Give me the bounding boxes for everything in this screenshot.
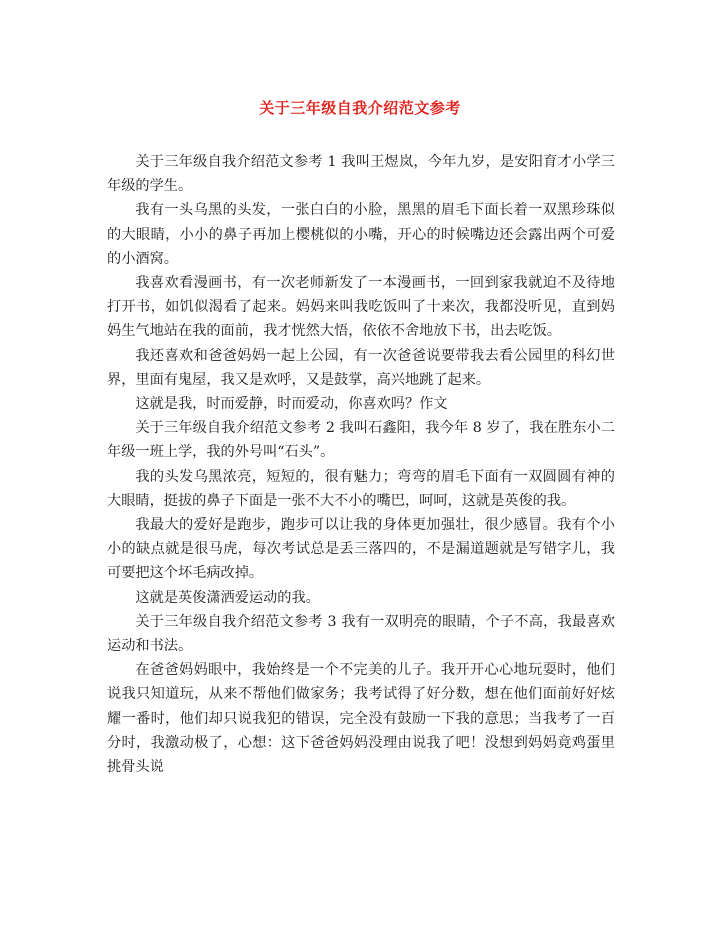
document-body [107, 150, 615, 779]
document-title: 关于三年级自我介绍范文参考 [259, 99, 461, 117]
paragraph: 关于三年级自我介绍范文参考 1 我叫王煜岚，今年九岁，是安阳育才小学三年级的学生。 [107, 154, 615, 195]
paragraph: 在爸爸妈妈眼中，我始终是一个不完美的儿子。我开开心心地玩耍时，他们说我只知道玩，从来不帮他们做家务；我考试得了好分数，想在他们面前好好炫耀一番时，他们却只说我犯的错误，完全没有鼓励一下我的意思；当我考了一百分时，我激动极了，心想：这下爸爸妈妈没理由说我了吧！没想到妈妈竟鸡蛋里挑骨头说 [107, 662, 615, 776]
paragraph: 关于三年级自我介绍范文参考 2 我叫石鑫阳，我今年 8 岁了，我在胜东小二年级一班上学，我的外号叫“石头”。 [107, 420, 615, 461]
paragraph: 这就是我，时而爱静，时而爱动，你喜欢吗？作文 [135, 396, 448, 413]
paragraph: 我还喜欢和爸爸妈妈一起上公园，有一次爸爸说要带我去看公园里的科幻世界，里面有鬼屋，我又是欢呼，又是鼓掌，高兴地跳了起来。 [107, 347, 615, 388]
paragraph: 我的头发乌黑浓亮，短短的，很有魅力；弯弯的眉毛下面有一双圆圆有神的大眼睛，挺拔的鼻子下面是一张不大不小的嘴巴，呵呵，这就是英俊的我。 [107, 468, 615, 509]
paragraph: 这就是英俊潇洒爱运动的我。 [135, 589, 320, 606]
paragraph: 我喜欢看漫画书，有一次老师新发了一本漫画书，一回到家我就迫不及待地打开书，如饥似渴看了起来。妈妈来叫我吃饭叫了十来次，我都没听见，直到妈妈生气地站在我的面前，我才恍然大悟，依依不舍地放下书，出去吃饭。 [107, 275, 615, 340]
paragraph: 关于三年级自我介绍范文参考 3 我有一双明亮的眼睛，个子不高，我最喜欢运动和书法。 [107, 613, 615, 655]
paragraph: 我有一头乌黑的头发，一张白白的小脸，黑黑的眉毛下面长着一双黑珍珠似的大眼睛，小小的鼻子再加上樱桃似的小嘴，开心的时候嘴边还会露出两个可爱的小酒窝。 [107, 202, 615, 267]
paragraph: 我最大的爱好是跑步，跑步可以让我的身体更加强壮，很少感冒。我有个小小的缺点就是很马虎，每次考试总是丢三落四的，不是漏道题就是写错字儿，我可要把这个坏毛病改掉。 [107, 517, 615, 582]
